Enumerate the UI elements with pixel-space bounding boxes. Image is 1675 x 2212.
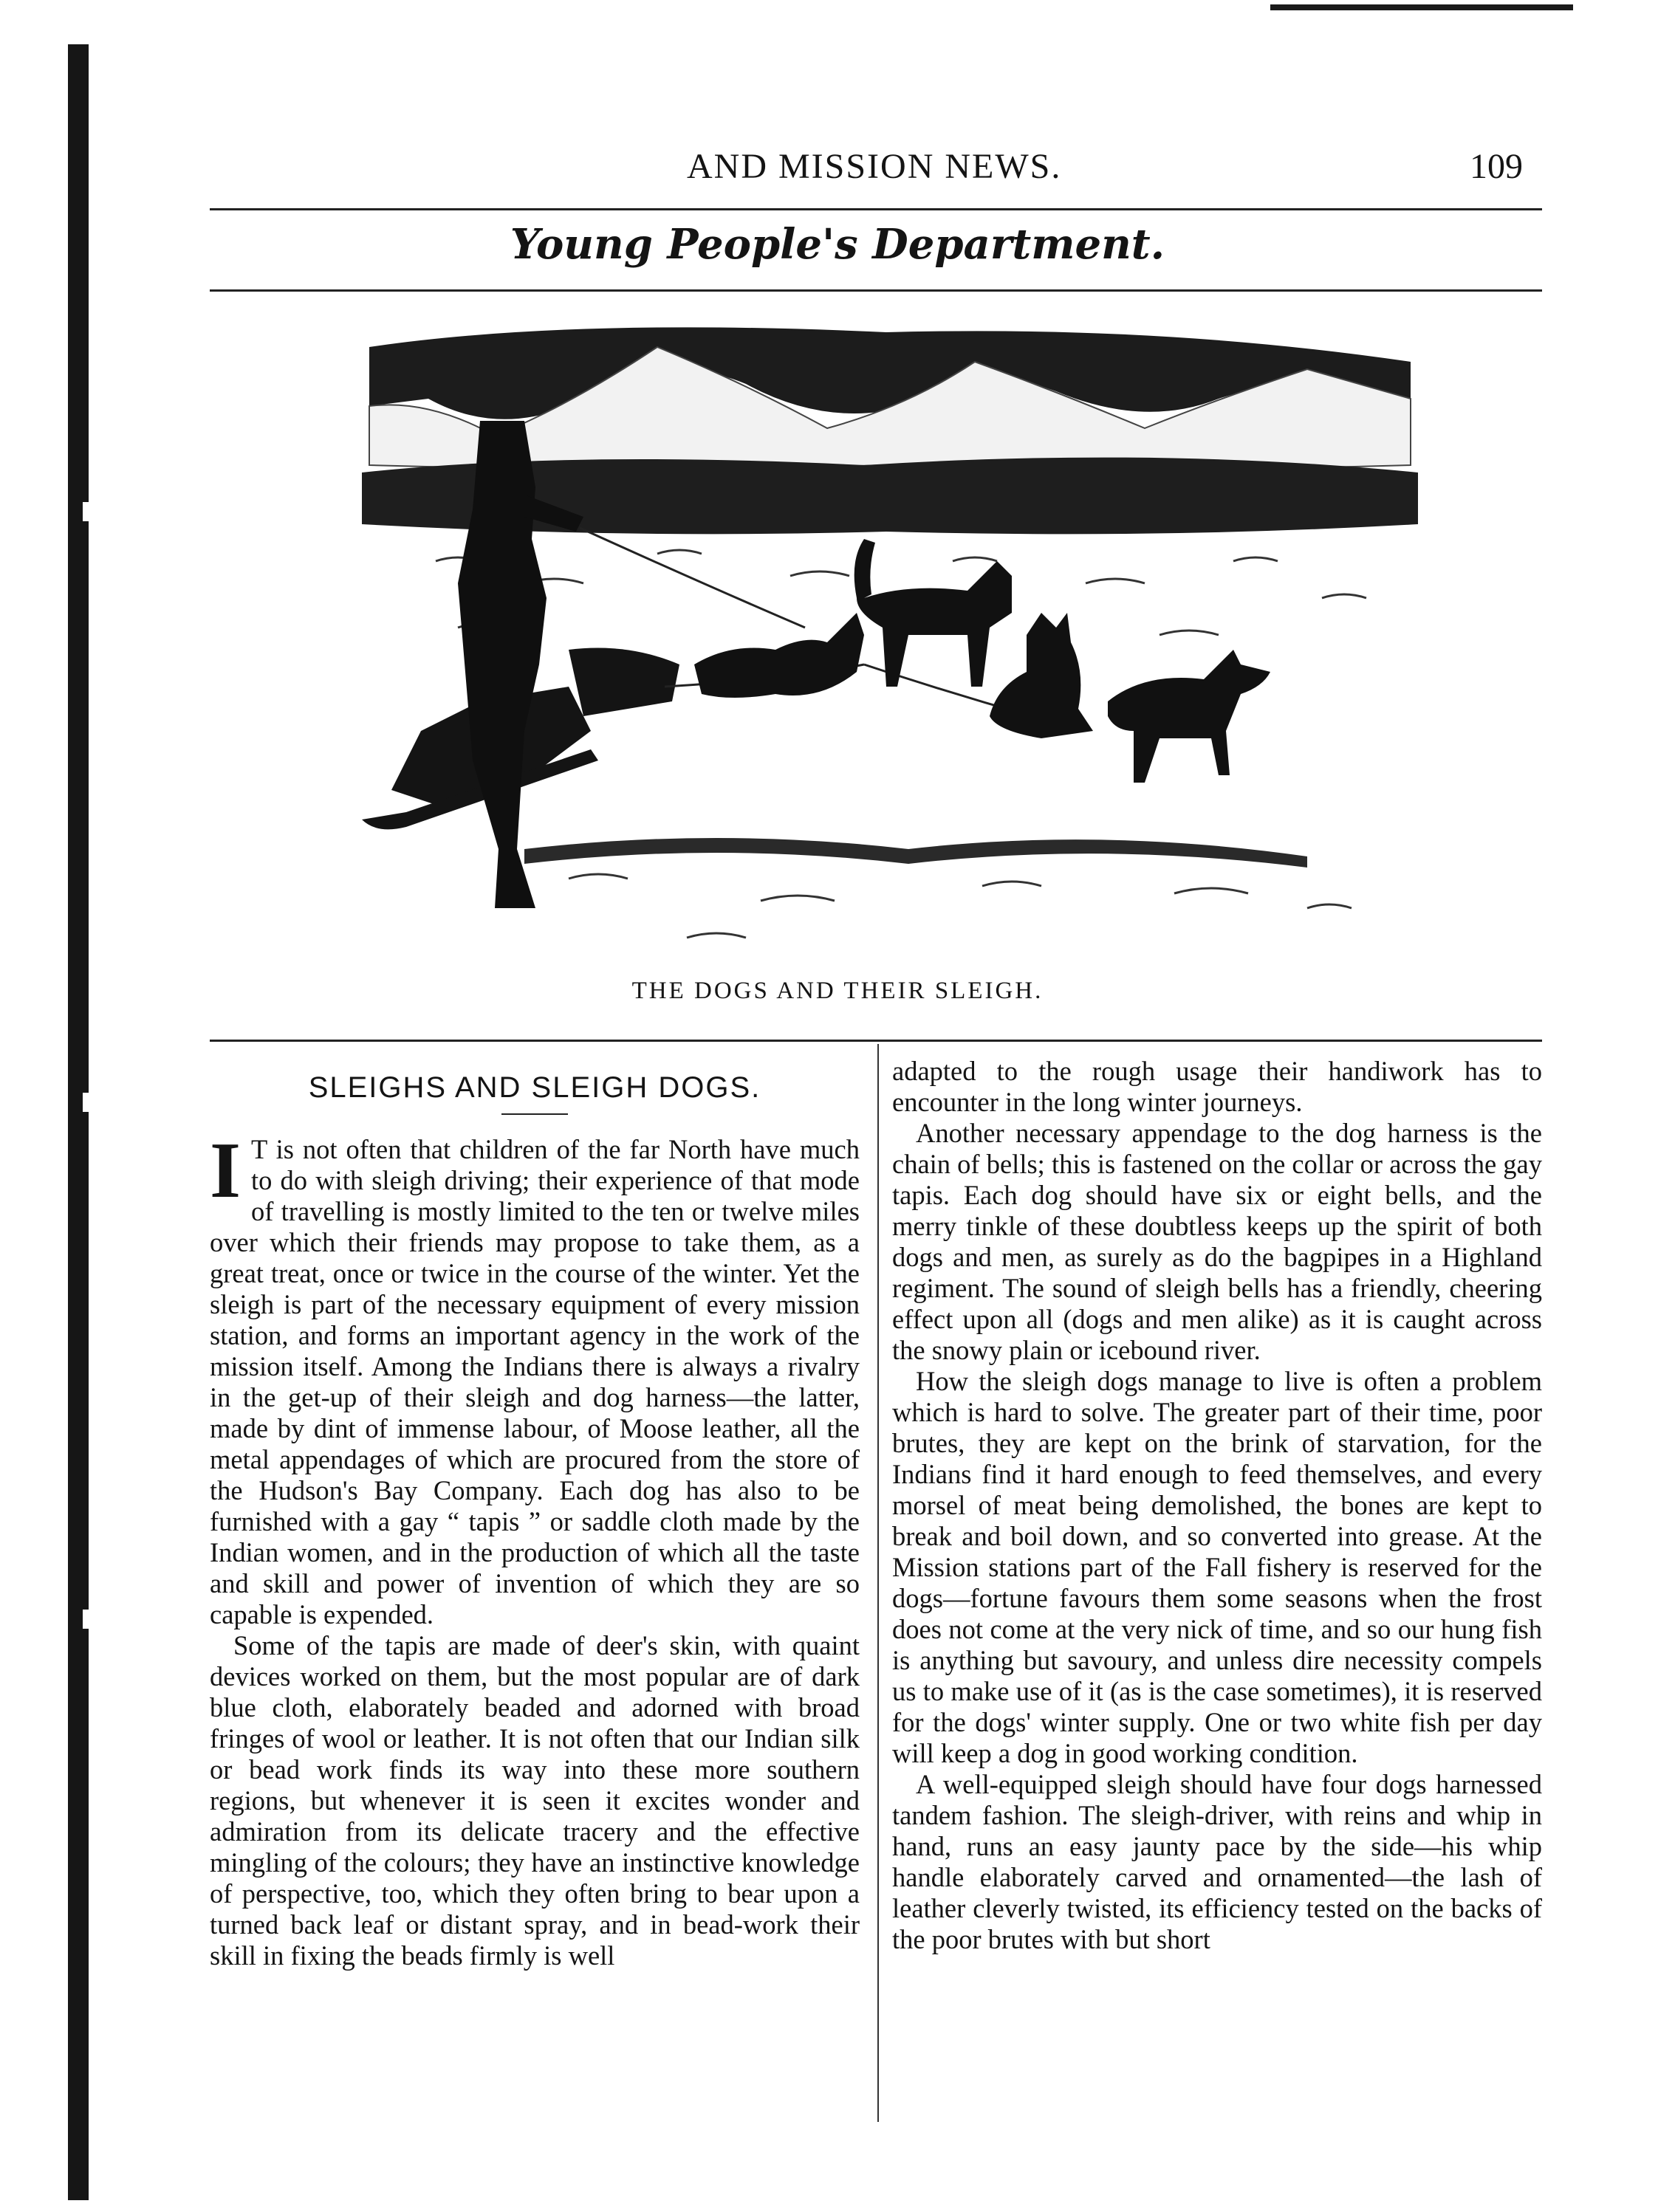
spine-mark bbox=[83, 502, 93, 521]
paragraph: adapted to the rough usage their handiwork has to encounter in the long winter journeys. bbox=[892, 1056, 1542, 1117]
paragraph: Some of the tapis are made of deer's skin, with quaint devices worked on them, but the most popular are of dark blue cloth, elaborately beaded and adorned with broad fringes of wool or leather. It is not often that our Indian silk or bead work finds its way into these more southern regions, but whenever it is seen it excites wonder and admiration from its delicate tracery and the effective mingling of the colours; they have an instinctive knowledge of perspective, too, which they often bring to bear upon a turned back leaf or distant spray, and in bead-work their skill in fixing the beads firmly is well bbox=[210, 1630, 860, 1971]
page-number: 109 bbox=[1470, 147, 1523, 186]
header-rule bbox=[210, 208, 1542, 210]
running-head bbox=[0, 146, 1675, 190]
running-title: AND MISSION NEWS. bbox=[687, 147, 1062, 186]
drop-cap: I bbox=[210, 1127, 242, 1215]
right-column bbox=[892, 1056, 1542, 1955]
column-divider bbox=[877, 1044, 879, 2122]
paragraph: T is not often that children of the far North have much to do with sleigh driving; their experience of that mode of travelling is mostly limited to the ten or twelve miles over which their friends may propose to take them, as a great treat, once or twice in the course of the winter. Yet the sleigh is part of the necessary equipment of every mission station, and forms an important agency in the work of the mission itself. Among the Indians there is always a rivalry in the get-up of their sleigh and dog harness—the latter, made by dint of immense labour, of Moose leather, all the metal appendages of which are procured from the store of the Hudson's Bay Company. Each dog has also to be furnished with a gay “ tapis ” or saddle cloth made by the Indian women, and in the production of which all the taste and skill and power of invention of which they are so capable is expended. bbox=[210, 1134, 860, 1629]
department-title: Young People's Department. bbox=[510, 220, 1165, 269]
page-spine-shadow bbox=[68, 44, 89, 2200]
left-column bbox=[210, 1056, 860, 1971]
top-edge-mark bbox=[1270, 4, 1573, 10]
spine-mark bbox=[83, 1610, 93, 1629]
paragraph: A well-equipped sleigh should have four dogs harnessed tandem fashion. The sleigh-driver, with reins and whip in hand, runs an easy jaunty pace by the side—his whip handle elaborately carved and ornamented—the lash of leather cleverly twisted, its efficiency tested on the backs of the poor brutes with but short bbox=[892, 1769, 1542, 1954]
article-title: SLEIGHS AND SLEIGH DOGS. bbox=[308, 1071, 761, 1104]
paragraph: How the sleigh dogs manage to live is often a problem which is hard to solve. The greater part of their time, poor brutes, they are kept on the brink of starvation, for the Indians find it hard enough to feed themselves, and every morsel of meat being demolished, the bones are kept to break and boil down, and so converted into grease. At the Mission stations part of the Fall fishery is reserved for the dogs—fortune favours them some seasons when the frost does not come at the very nick of time, and so our hung fish is anything but savoury, and unless dire necessity compels us to make use of it (as is the case sometimes), it is reserved for the dogs' winter supply. One or two white fish per day will keep a dog in good working condition. bbox=[892, 1366, 1542, 1768]
illustration-caption: THE DOGS AND THEIR SLEIGH. bbox=[631, 978, 1044, 1004]
dog-sleigh-illustration bbox=[347, 317, 1425, 967]
spine-mark bbox=[83, 1093, 93, 1112]
paragraph: Another necessary appendage to the dog harness is the chain of bells; this is fastened on the collar or across the gay tapis. Each dog should have six or eight bells, and the merry tinkle of these doubtless keeps up the spirit of both dogs and men, as surely as do the bagpipes in a Highland regiment. The sound of sleigh bells has a friendly, cheering effect upon all (dogs and men alike) as it is caught across the snowy plain or icebound river. bbox=[892, 1118, 1542, 1365]
section-rule bbox=[210, 1040, 1542, 1042]
title-rule bbox=[501, 1113, 568, 1115]
department-rule bbox=[210, 289, 1542, 292]
